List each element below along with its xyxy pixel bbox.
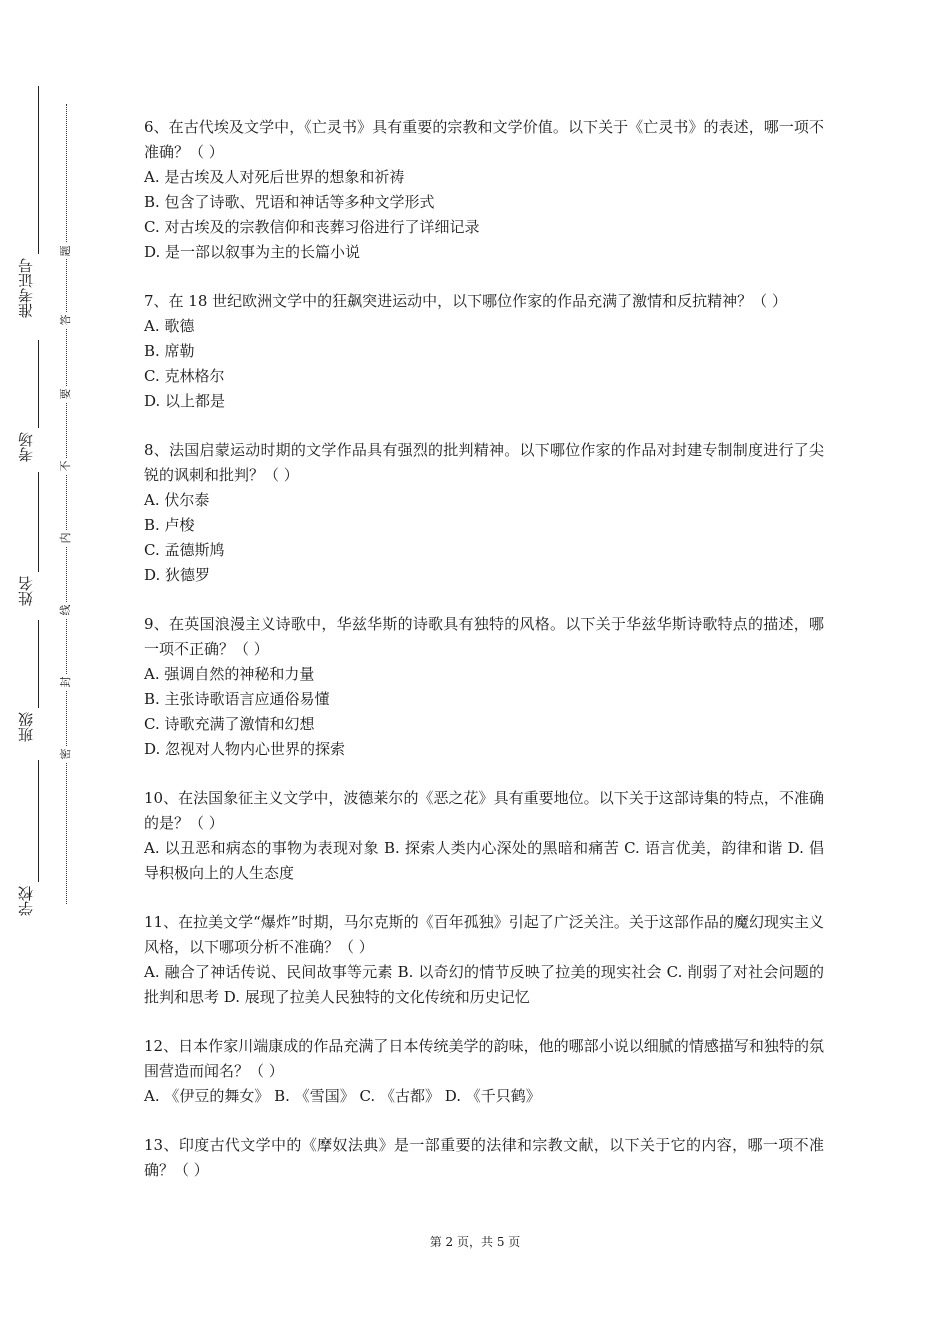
exam-room-line[interactable] bbox=[38, 340, 39, 428]
exam-room-label: 考场 bbox=[17, 432, 35, 462]
seal-char-nei: 内 bbox=[58, 530, 74, 546]
option-c: C. 诗歌充满了激情和幻想 bbox=[144, 715, 315, 733]
seal-dotted-line bbox=[66, 104, 67, 904]
option-b: B. 卢梭 bbox=[144, 516, 195, 534]
option-a: A. 是古埃及人对死后世界的想象和祈祷 bbox=[144, 168, 405, 186]
options-inline: A. 以丑恶和病态的事物为表现对象 B. 探索人类内心深处的黑暗和痛苦 C. 语言优美，韵律和谐 D. 倡导积极向上的人生态度 bbox=[144, 839, 824, 882]
option-b: B. 主张诗歌语言应通俗易懂 bbox=[144, 690, 330, 708]
question-stem: 8、法国启蒙运动时期的文学作品具有强烈的批判精神。以下哪位作家的作品对封建专制制度进行了尖锐的讽刺和批判？（ ） bbox=[144, 441, 824, 484]
option-c: C. 克林格尔 bbox=[144, 367, 225, 385]
seal-char-xian: 线 bbox=[58, 602, 74, 618]
option-b: B. 席勒 bbox=[144, 342, 195, 360]
option-d: D. 忽视对人物内心世界的探索 bbox=[144, 740, 346, 758]
option-c: C. 对古埃及的宗教信仰和丧葬习俗进行了详细记录 bbox=[144, 218, 480, 236]
option-a: A. 伏尔泰 bbox=[144, 491, 210, 509]
options-inline: A. 《伊豆的舞女》 B. 《雪国》 C. 《古都》 D. 《千只鹤》 bbox=[144, 1087, 541, 1105]
question-list bbox=[144, 115, 824, 1207]
seal-char-ti: 题 bbox=[58, 243, 74, 259]
exam-id-label: 准考证号 bbox=[17, 258, 35, 318]
school-line[interactable] bbox=[38, 760, 39, 882]
option-d: D. 狄德罗 bbox=[144, 566, 211, 584]
seal-char-bu: 不 bbox=[58, 458, 74, 474]
question-10 bbox=[144, 786, 824, 886]
option-b: B. 包含了诗歌、咒语和神话等多种文学形式 bbox=[144, 193, 435, 211]
question-stem: 6、在古代埃及文学中，《亡灵书》具有重要的宗教和文学价值。以下关于《亡灵书》的表述，哪一项不准确？（ ） bbox=[144, 118, 824, 161]
name-line[interactable] bbox=[38, 472, 39, 572]
seal-char-da: 答 bbox=[58, 312, 74, 328]
option-d: D. 以上都是 bbox=[144, 392, 226, 410]
question-stem: 11、在拉美文学“爆炸”时期，马尔克斯的《百年孤独》引起了广泛关注。关于这部作品的魔幻现实主义风格，以下哪项分析不准确？（ ） bbox=[144, 913, 824, 956]
option-a: A. 强调自然的神秘和力量 bbox=[144, 665, 315, 683]
class-line[interactable] bbox=[38, 620, 39, 708]
question-11 bbox=[144, 910, 824, 1010]
question-stem: 13、印度古代文学中的《摩奴法典》是一部重要的法律和宗教文献，以下关于它的内容，哪一项不准确？（ ） bbox=[144, 1136, 824, 1179]
question-stem: 10、在法国象征主义文学中，波德莱尔的《恶之花》具有重要地位。以下关于这部诗集的特点，不准确的是？（ ） bbox=[144, 789, 824, 832]
option-a: A. 歌德 bbox=[144, 317, 195, 335]
school-label: 学校 bbox=[17, 886, 35, 916]
question-stem: 12、日本作家川端康成的作品充满了日本传统美学的韵味，他的哪部小说以细腻的情感描写和独特的氛围营造而闻名？（ ） bbox=[144, 1037, 824, 1080]
question-stem: 7、在 18 世纪欧洲文学中的狂飙突进运动中，以下哪位作家的作品充满了激情和反抗精神？（ ） bbox=[144, 292, 787, 310]
option-c: C. 孟德斯鸠 bbox=[144, 541, 225, 559]
question-13 bbox=[144, 1133, 824, 1183]
seal-char-mi: 密 bbox=[58, 746, 74, 762]
exam-id-line[interactable] bbox=[38, 86, 39, 254]
question-6 bbox=[144, 115, 824, 265]
name-label: 姓名 bbox=[17, 576, 35, 606]
binding-margin bbox=[0, 0, 110, 1344]
question-8 bbox=[144, 438, 824, 588]
seal-char-yao: 要 bbox=[58, 386, 74, 402]
question-7 bbox=[144, 289, 824, 414]
options-inline: A. 融合了神话传说、民间故事等元素 B. 以奇幻的情节反映了拉美的现实社会 C. 削弱了对社会问题的批判和思考 D. 展现了拉美人民独特的文化传统和历史记忆 bbox=[144, 963, 824, 1006]
option-d: D. 是一部以叙事为主的长篇小说 bbox=[144, 243, 361, 261]
question-9 bbox=[144, 612, 824, 762]
question-12 bbox=[144, 1034, 824, 1109]
seal-char-feng: 封 bbox=[58, 674, 74, 690]
page-footer: 第 2 页，共 5 页 bbox=[429, 1235, 521, 1249]
class-label: 班级 bbox=[17, 712, 35, 742]
question-stem: 9、在英国浪漫主义诗歌中，华兹华斯的诗歌具有独特的风格。以下关于华兹华斯诗歌特点的描述，哪一项不正确？（ ） bbox=[144, 615, 824, 658]
